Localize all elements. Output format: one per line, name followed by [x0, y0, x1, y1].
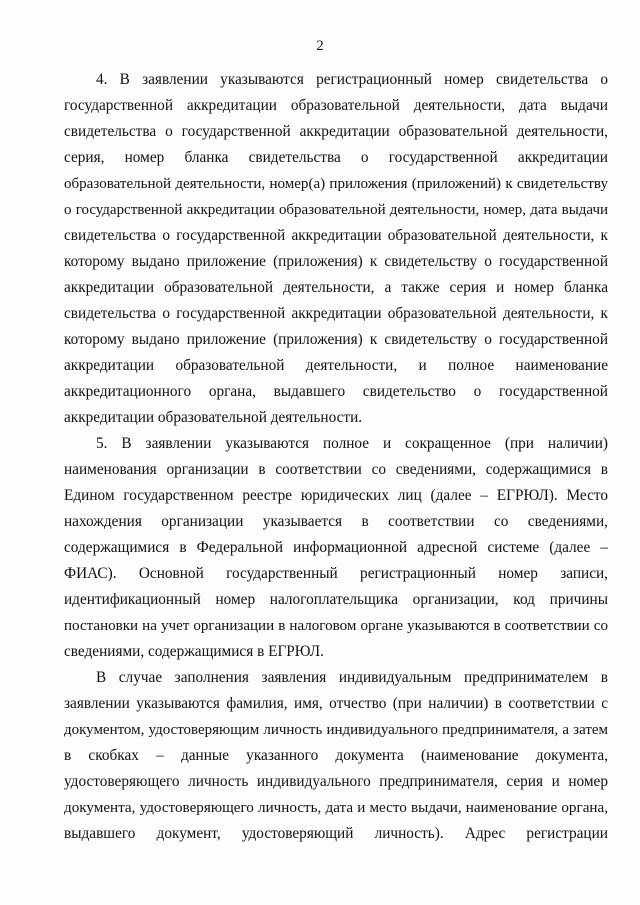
- text-line: содержащимися в Федеральной информационной адресной системе (далее –: [64, 539, 608, 556]
- text-line: ФИАС). Основной государственный регистрационный номер записи,: [64, 565, 608, 582]
- text-line: свидетельства о государственной аккредитации образовательной деятельности, к: [64, 305, 608, 322]
- text-line: сведениями, содержащимися в ЕГРЮЛ.: [64, 643, 324, 660]
- text-line: которому выдано приложение (приложения) к свидетельству о государственной: [64, 253, 608, 270]
- text-line: которому выдано приложение (приложения) к свидетельству о государственной: [64, 331, 608, 348]
- text-line: нахождения организации указывается в соответствии со сведениями,: [64, 513, 608, 530]
- text-line: аккредитации образовательной деятельности, и полное наименование: [64, 357, 608, 374]
- text-line: аккредитации образовательной деятельности, а также серия и номер бланка: [64, 279, 608, 296]
- text-line: аккредитации образовательной деятельности.: [64, 409, 363, 426]
- text-line: документа, удостоверяющего личность, дата и место выдачи, наименование органа,: [64, 800, 608, 816]
- text-line: свидетельства о государственной аккредитации образовательной деятельности, к: [64, 227, 608, 244]
- text-line: наименования организации в соответствии со сведениями, содержащимися в: [64, 461, 608, 478]
- text-line: о государственной аккредитации образовательной деятельности, номер, дата выдачи: [64, 202, 608, 218]
- text-line: Едином государственном реестре юридических лиц (далее – ЕГРЮЛ). Место: [64, 487, 608, 504]
- text-line: выдавшего документ, удостоверяющий личность). Адрес регистрации: [64, 825, 608, 842]
- page-number: 2: [316, 38, 324, 54]
- text-line: идентификационный номер налогоплательщика организации, код причины: [64, 591, 608, 608]
- text-line: удостоверяющего личность индивидуального предпринимателя, серия и номер: [64, 773, 608, 790]
- text-line: 5. В заявлении указываются полное и сокращенное (при наличии): [96, 435, 608, 452]
- text-line: свидетельства о государственной аккредитации образовательной деятельности,: [64, 123, 608, 140]
- text-line: серия, номер бланка свидетельства о государственной аккредитации: [64, 149, 608, 166]
- text-line: государственной аккредитации образовательной деятельности, дата выдачи: [64, 97, 608, 114]
- text-line: постановки на учет организации в налоговом органе указываются в соответствии со: [64, 618, 608, 634]
- text-line: документом, удостоверяющим личность индивидуального предпринимателя, а затем: [64, 722, 608, 738]
- text-line: в скобках – данные указанного документа (наименование документа,: [64, 747, 608, 764]
- text-line: В случае заполнения заявления индивидуальным предпринимателем в: [96, 669, 608, 686]
- text-line: аккредитационного органа, выдавшего свидетельство о государственной: [64, 383, 608, 400]
- text-line: заявлении указываются фамилия, имя, отчество (при наличии) в соответствии с: [64, 695, 608, 712]
- text-line: образовательной деятельности, номер(а) приложения (приложений) к свидетельству: [64, 176, 608, 192]
- text-line: 4. В заявлении указываются регистрационный номер свидетельства о: [96, 71, 608, 88]
